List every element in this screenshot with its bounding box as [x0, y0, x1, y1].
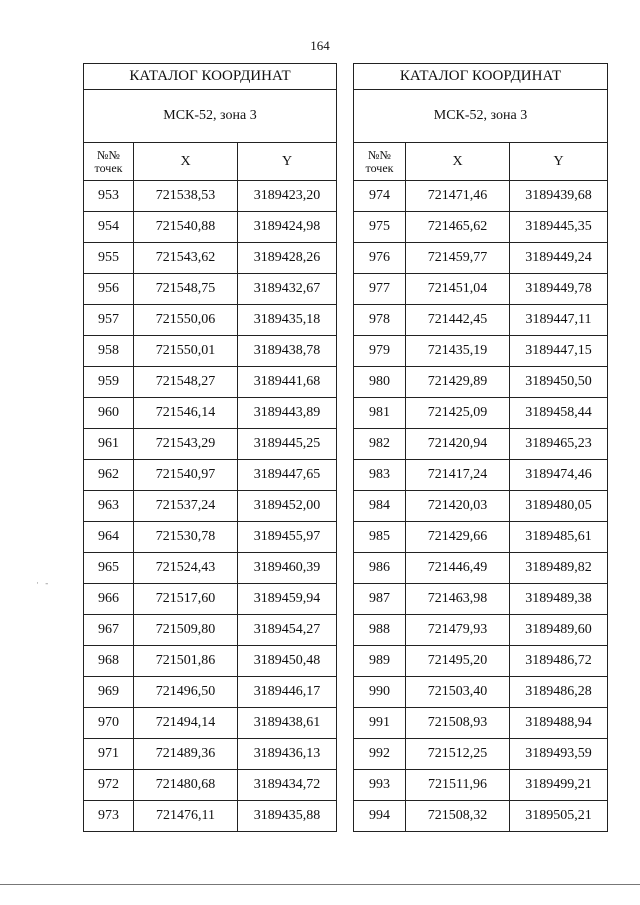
- table-row: [354, 212, 608, 243]
- x-coordinate-cell: 721435,19: [406, 336, 510, 367]
- y-coordinate-cell: 3189424,98: [238, 212, 337, 243]
- point-number-cell: 973: [84, 801, 134, 832]
- point-number-cell: 956: [84, 274, 134, 305]
- point-number-cell: 974: [354, 181, 406, 212]
- table-row: [84, 584, 337, 615]
- point-number-cell: 953: [84, 181, 134, 212]
- x-coordinate-cell: 721489,36: [134, 739, 238, 770]
- y-coordinate-cell: 3189455,97: [238, 522, 337, 553]
- x-coordinate-cell: 721508,93: [406, 708, 510, 739]
- column-header-x: X: [134, 143, 238, 181]
- y-coordinate-cell: 3189489,38: [510, 584, 608, 615]
- x-coordinate-cell: 721495,20: [406, 646, 510, 677]
- table-row: [84, 460, 337, 491]
- y-coordinate-cell: 3189435,88: [238, 801, 337, 832]
- table-row: [84, 243, 337, 274]
- table-row: [354, 770, 608, 801]
- y-coordinate-cell: 3189423,20: [238, 181, 337, 212]
- x-coordinate-cell: 721442,45: [406, 305, 510, 336]
- table-row: [354, 367, 608, 398]
- y-coordinate-cell: 3189450,48: [238, 646, 337, 677]
- table-row: [354, 646, 608, 677]
- table-row: [84, 491, 337, 522]
- x-coordinate-cell: 721420,03: [406, 491, 510, 522]
- y-coordinate-cell: 3189446,17: [238, 677, 337, 708]
- y-coordinate-cell: 3189465,23: [510, 429, 608, 460]
- table-row: [354, 274, 608, 305]
- point-number-cell: 991: [354, 708, 406, 739]
- coordinate-catalog-table-right: [353, 63, 608, 832]
- x-coordinate-cell: 721429,66: [406, 522, 510, 553]
- table-row: [84, 677, 337, 708]
- x-coordinate-cell: 721530,78: [134, 522, 238, 553]
- table-row: [354, 460, 608, 491]
- x-coordinate-cell: 721517,60: [134, 584, 238, 615]
- x-coordinate-cell: 721494,14: [134, 708, 238, 739]
- y-coordinate-cell: 3189445,35: [510, 212, 608, 243]
- x-coordinate-cell: 721540,88: [134, 212, 238, 243]
- x-coordinate-cell: 721524,43: [134, 553, 238, 584]
- point-number-cell: 992: [354, 739, 406, 770]
- y-coordinate-cell: 3189447,11: [510, 305, 608, 336]
- point-number-cell: 984: [354, 491, 406, 522]
- table-row: [84, 305, 337, 336]
- column-header-x: X: [406, 143, 510, 181]
- y-coordinate-cell: 3189449,24: [510, 243, 608, 274]
- y-coordinate-cell: 3189435,18: [238, 305, 337, 336]
- x-coordinate-cell: 721511,96: [406, 770, 510, 801]
- point-number-cell: 971: [84, 739, 134, 770]
- column-header-y: Y: [510, 143, 608, 181]
- point-number-cell: 968: [84, 646, 134, 677]
- point-number-cell: 963: [84, 491, 134, 522]
- table-row: [84, 522, 337, 553]
- column-header-point-line2: точек: [94, 160, 123, 175]
- x-coordinate-cell: 721471,46: [406, 181, 510, 212]
- point-number-cell: 983: [354, 460, 406, 491]
- table-row: [84, 212, 337, 243]
- y-coordinate-cell: 3189436,13: [238, 739, 337, 770]
- table-row: [84, 801, 337, 832]
- column-header-point-line1: №№: [97, 147, 120, 162]
- table-row: [354, 708, 608, 739]
- table-row: [354, 305, 608, 336]
- y-coordinate-cell: 3189489,60: [510, 615, 608, 646]
- table-row: [354, 801, 608, 832]
- x-coordinate-cell: 721548,75: [134, 274, 238, 305]
- y-coordinate-cell: 3189447,65: [238, 460, 337, 491]
- column-header-y: Y: [238, 143, 337, 181]
- table-row: [354, 615, 608, 646]
- y-coordinate-cell: 3189438,61: [238, 708, 337, 739]
- y-coordinate-cell: 3189432,67: [238, 274, 337, 305]
- point-number-cell: 954: [84, 212, 134, 243]
- y-coordinate-cell: 3189450,50: [510, 367, 608, 398]
- y-coordinate-cell: 3189434,72: [238, 770, 337, 801]
- y-coordinate-cell: 3189458,44: [510, 398, 608, 429]
- point-number-cell: 976: [354, 243, 406, 274]
- x-coordinate-cell: 721548,27: [134, 367, 238, 398]
- y-coordinate-cell: 3189452,00: [238, 491, 337, 522]
- table-row: [354, 429, 608, 460]
- point-number-cell: 959: [84, 367, 134, 398]
- point-number-cell: 955: [84, 243, 134, 274]
- catalog-zone: МСК-52, зона 3: [354, 90, 608, 143]
- point-number-cell: 960: [84, 398, 134, 429]
- table-row: [354, 522, 608, 553]
- x-coordinate-cell: 721463,98: [406, 584, 510, 615]
- point-number-cell: 961: [84, 429, 134, 460]
- catalog-title: КАТАЛОГ КООРДИНАТ: [354, 64, 608, 90]
- table-row: [354, 181, 608, 212]
- y-coordinate-cell: 3189447,15: [510, 336, 608, 367]
- x-coordinate-cell: 721429,89: [406, 367, 510, 398]
- table-row: [84, 739, 337, 770]
- catalog-title: КАТАЛОГ КООРДИНАТ: [84, 64, 337, 90]
- point-number-cell: 979: [354, 336, 406, 367]
- x-coordinate-cell: 721420,94: [406, 429, 510, 460]
- point-number-cell: 972: [84, 770, 134, 801]
- x-coordinate-cell: 721425,09: [406, 398, 510, 429]
- x-coordinate-cell: 721509,80: [134, 615, 238, 646]
- point-number-cell: 986: [354, 553, 406, 584]
- y-coordinate-cell: 3189454,27: [238, 615, 337, 646]
- table-row: [354, 336, 608, 367]
- page-number: 164: [310, 38, 330, 53]
- x-coordinate-cell: 721546,14: [134, 398, 238, 429]
- table-row: [354, 398, 608, 429]
- point-number-cell: 962: [84, 460, 134, 491]
- table-row: [84, 553, 337, 584]
- x-coordinate-cell: 721417,24: [406, 460, 510, 491]
- x-coordinate-cell: 721496,50: [134, 677, 238, 708]
- point-number-cell: 985: [354, 522, 406, 553]
- column-header-point: [84, 143, 134, 181]
- table-row: [354, 243, 608, 274]
- y-coordinate-cell: 3189449,78: [510, 274, 608, 305]
- catalog-zone: МСК-52, зона 3: [84, 90, 337, 143]
- y-coordinate-cell: 3189445,25: [238, 429, 337, 460]
- y-coordinate-cell: 3189441,68: [238, 367, 337, 398]
- x-coordinate-cell: 721550,01: [134, 336, 238, 367]
- y-coordinate-cell: 3189443,89: [238, 398, 337, 429]
- x-coordinate-cell: 721501,86: [134, 646, 238, 677]
- margin-mark: · -: [36, 578, 51, 588]
- y-coordinate-cell: 3189438,78: [238, 336, 337, 367]
- table-row: [354, 584, 608, 615]
- y-coordinate-cell: 3189474,46: [510, 460, 608, 491]
- y-coordinate-cell: 3189439,68: [510, 181, 608, 212]
- point-number-cell: 989: [354, 646, 406, 677]
- x-coordinate-cell: 721543,29: [134, 429, 238, 460]
- y-coordinate-cell: 3189459,94: [238, 584, 337, 615]
- x-coordinate-cell: 721540,97: [134, 460, 238, 491]
- x-coordinate-cell: 721479,93: [406, 615, 510, 646]
- point-number-cell: 981: [354, 398, 406, 429]
- x-coordinate-cell: 721537,24: [134, 491, 238, 522]
- table-row: [354, 739, 608, 770]
- table-row: [354, 553, 608, 584]
- x-coordinate-cell: 721446,49: [406, 553, 510, 584]
- table-row: [84, 274, 337, 305]
- x-coordinate-cell: 721459,77: [406, 243, 510, 274]
- x-coordinate-cell: 721451,04: [406, 274, 510, 305]
- x-coordinate-cell: 721543,62: [134, 243, 238, 274]
- point-number-cell: 980: [354, 367, 406, 398]
- y-coordinate-cell: 3189488,94: [510, 708, 608, 739]
- footer-rule: [0, 884, 640, 885]
- point-number-cell: 982: [354, 429, 406, 460]
- table-row: [84, 367, 337, 398]
- point-number-cell: 988: [354, 615, 406, 646]
- column-header-point-line2: точек: [365, 160, 394, 175]
- table-row: [354, 491, 608, 522]
- table-row: [84, 336, 337, 367]
- table-row: [84, 708, 337, 739]
- y-coordinate-cell: 3189505,21: [510, 801, 608, 832]
- x-coordinate-cell: 721550,06: [134, 305, 238, 336]
- y-coordinate-cell: 3189499,21: [510, 770, 608, 801]
- y-coordinate-cell: 3189485,61: [510, 522, 608, 553]
- point-number-cell: 966: [84, 584, 134, 615]
- point-number-cell: 978: [354, 305, 406, 336]
- point-number-cell: 977: [354, 274, 406, 305]
- x-coordinate-cell: 721476,11: [134, 801, 238, 832]
- point-number-cell: 994: [354, 801, 406, 832]
- y-coordinate-cell: 3189460,39: [238, 553, 337, 584]
- x-coordinate-cell: 721538,53: [134, 181, 238, 212]
- point-number-cell: 964: [84, 522, 134, 553]
- x-coordinate-cell: 721480,68: [134, 770, 238, 801]
- table-row: [84, 770, 337, 801]
- table-row: [84, 398, 337, 429]
- y-coordinate-cell: 3189480,05: [510, 491, 608, 522]
- x-coordinate-cell: 721508,32: [406, 801, 510, 832]
- y-coordinate-cell: 3189493,59: [510, 739, 608, 770]
- table-row: [354, 677, 608, 708]
- point-number-cell: 993: [354, 770, 406, 801]
- point-number-cell: 958: [84, 336, 134, 367]
- table-row: [84, 646, 337, 677]
- point-number-cell: 990: [354, 677, 406, 708]
- y-coordinate-cell: 3189486,72: [510, 646, 608, 677]
- point-number-cell: 975: [354, 212, 406, 243]
- point-number-cell: 970: [84, 708, 134, 739]
- y-coordinate-cell: 3189486,28: [510, 677, 608, 708]
- point-number-cell: 965: [84, 553, 134, 584]
- point-number-cell: 957: [84, 305, 134, 336]
- coordinate-catalog-table-left: [83, 63, 337, 832]
- table-row: [84, 615, 337, 646]
- x-coordinate-cell: 721465,62: [406, 212, 510, 243]
- point-number-cell: 967: [84, 615, 134, 646]
- y-coordinate-cell: 3189489,82: [510, 553, 608, 584]
- table-row: [84, 429, 337, 460]
- table-row: [84, 181, 337, 212]
- column-header-point-line1: №№: [368, 147, 391, 162]
- x-coordinate-cell: 721512,25: [406, 739, 510, 770]
- column-header-point: [354, 143, 406, 181]
- point-number-cell: 987: [354, 584, 406, 615]
- point-number-cell: 969: [84, 677, 134, 708]
- x-coordinate-cell: 721503,40: [406, 677, 510, 708]
- y-coordinate-cell: 3189428,26: [238, 243, 337, 274]
